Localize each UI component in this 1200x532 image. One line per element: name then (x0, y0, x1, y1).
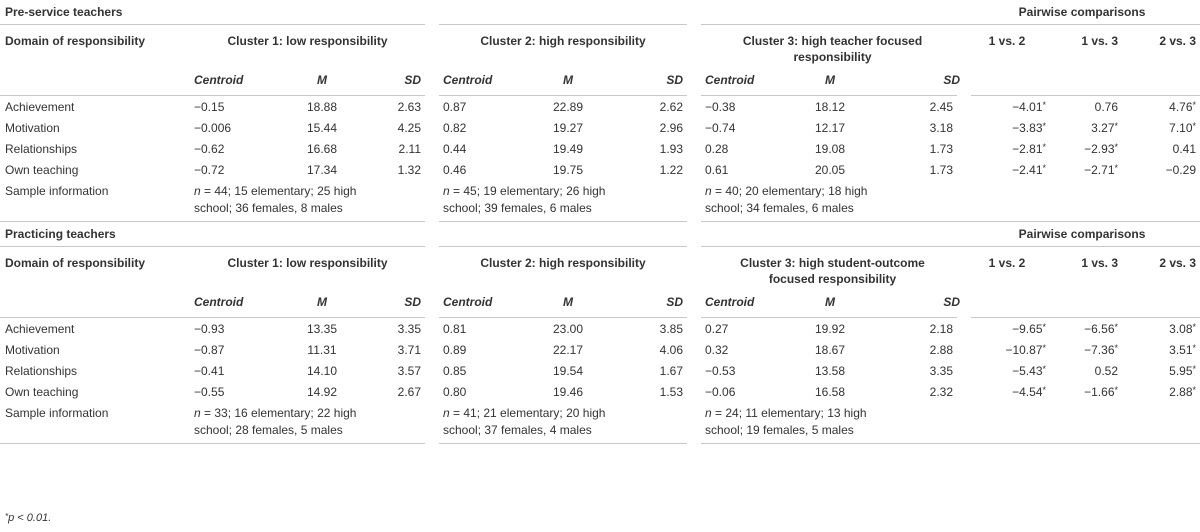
pairwise-value: 3.51 (1169, 342, 1193, 357)
pairwise-value: −2.41 (1012, 162, 1043, 177)
sample-info-row (0, 180, 1200, 222)
table-row (0, 159, 1200, 180)
pairwise-cell (1050, 138, 1122, 159)
row-label: Achievement (0, 318, 190, 340)
sample-info-cell (190, 402, 432, 444)
pairwise-value: −3.83 (1012, 120, 1043, 135)
subheader-sd: SD (608, 65, 694, 96)
table-cell: 0.80 (432, 381, 528, 402)
table-cell: 3.71 (397, 342, 421, 357)
table-cell: 0.61 (694, 159, 790, 180)
pairwise-cell (964, 381, 1050, 402)
table-cell: 1.93 (659, 141, 683, 156)
table-cell: 19.75 (552, 162, 584, 177)
table-cell: −0.62 (194, 141, 225, 156)
pairwise-cell (964, 138, 1050, 159)
table-cell: 4.06 (659, 342, 683, 357)
table-cell: 0.85 (432, 360, 528, 381)
significance-mark: * (1192, 384, 1197, 395)
table-cell: 17.34 (306, 162, 338, 177)
pairwise-value: −2.71 (1084, 162, 1115, 177)
pairwise-value: −9.65 (1012, 321, 1043, 336)
domain-header: Domain of responsibility (0, 25, 190, 66)
significance-mark: * (1042, 162, 1047, 173)
blank-cell (964, 180, 1200, 222)
pairwise-value: −1.66 (1084, 384, 1115, 399)
table-cell: 0.28 (694, 138, 790, 159)
pairwise-value: 2.88 (1169, 384, 1193, 399)
pairwise-value: −4.54 (1012, 384, 1043, 399)
significance-mark: * (1042, 99, 1047, 110)
pairwise-cell (1050, 318, 1122, 340)
table-cell: 19.54 (552, 363, 584, 378)
table-cell: 1.32 (397, 162, 421, 177)
table-cell: −0.74 (694, 117, 790, 138)
table-cell: −0.93 (190, 318, 282, 340)
pairwise-value: −0.29 (1165, 162, 1197, 177)
row-label: Relationships (5, 141, 78, 156)
sample-label: Sample information (5, 406, 109, 420)
pairwise-cell (964, 96, 1050, 118)
subheader-centroid: Centroid (190, 65, 282, 96)
subheader-m: M (282, 65, 362, 96)
subheader-sd: SD (608, 287, 694, 318)
sample-label: Sample information (5, 184, 109, 198)
pairwise-header-1: 1 vs. 2 (964, 247, 1050, 288)
table-row (0, 381, 1200, 402)
sample-text: = 44; 15 elementary; 25 high school; 36 females, 8 males (194, 184, 357, 215)
table-cell: 2.67 (397, 384, 421, 399)
bottom-rule-row (0, 444, 1200, 446)
sample-info-cell (432, 180, 694, 222)
sample-n: n (705, 184, 712, 198)
footnote-star: * (5, 512, 9, 521)
significance-mark: * (1042, 141, 1047, 152)
table-cell: −0.15 (190, 96, 282, 118)
pairwise-value: −10.87 (1005, 342, 1043, 357)
pairwise-header-3: 2 vs. 3 (1122, 247, 1200, 288)
sample-n: n (194, 184, 201, 198)
pairwise-value: 0.41 (1172, 141, 1197, 156)
row-label: Achievement (0, 96, 190, 118)
blank-cell (0, 287, 190, 318)
pairwise-cell (964, 117, 1050, 138)
significance-mark: * (1042, 363, 1047, 374)
table-cell: 3.35 (362, 318, 432, 340)
table-cell: 2.88 (929, 342, 954, 357)
pairwise-cell (1050, 117, 1122, 138)
cluster-3-header: Cluster 3: high student-outcome focused responsibility (694, 247, 964, 288)
table-row (0, 117, 1200, 138)
pairwise-cell (1050, 96, 1122, 118)
sample-n: n (443, 184, 450, 198)
table-cell: 0.81 (432, 318, 528, 340)
row-label: Own teaching (5, 162, 79, 177)
sample-info-cell (432, 402, 694, 444)
subheader-sd: SD (362, 65, 432, 96)
significance-mark: * (1192, 321, 1197, 332)
significance-mark: * (1114, 321, 1119, 332)
pairwise-value: −5.43 (1012, 363, 1043, 378)
pairwise-cell (1122, 360, 1200, 381)
table-cell: 22.17 (552, 342, 584, 357)
pairwise-header-1: 1 vs. 2 (964, 25, 1050, 66)
pairwise-value: 7.10 (1169, 120, 1193, 135)
cluster-header-row (0, 247, 1200, 288)
table-cell: 19.46 (552, 384, 584, 399)
cluster-header-row (0, 25, 1200, 66)
sample-n: n (443, 406, 450, 420)
subheader-sd: SD (870, 287, 964, 318)
pairwise-cell (964, 318, 1050, 340)
table-cell: 3.35 (929, 363, 954, 378)
significance-mark: * (1042, 342, 1047, 353)
subheader-m: M (790, 287, 870, 318)
pairwise-title: Pairwise comparisons (964, 222, 1200, 247)
pairwise-cell (1122, 138, 1200, 159)
blank-cell (964, 402, 1200, 444)
table-cell: 3.57 (397, 363, 421, 378)
blank-cell (964, 65, 1200, 96)
pairwise-value: 0.52 (1094, 363, 1119, 378)
significance-mark: * (1042, 120, 1047, 131)
table-cell: 1.73 (929, 162, 954, 177)
significance-mark: * (1114, 162, 1119, 173)
cluster-1-header: Cluster 1: low responsibility (190, 247, 432, 288)
table-cell: 0.44 (432, 138, 528, 159)
sample-n: n (194, 406, 201, 420)
bottom-rule (0, 444, 1200, 446)
row-label: Motivation (5, 342, 60, 357)
table-cell: 2.63 (362, 96, 432, 118)
pairwise-header-3: 2 vs. 3 (1122, 25, 1200, 66)
pairwise-cell (1122, 339, 1200, 360)
significance-mark: * (1192, 99, 1197, 110)
table-cell: 1.67 (659, 363, 683, 378)
subheader-centroid: Centroid (190, 287, 282, 318)
table-row (0, 96, 1200, 118)
subheader-m: M (528, 65, 608, 96)
table-cell: 1.22 (659, 162, 683, 177)
table-cell: −0.87 (194, 342, 225, 357)
footnote-text: p < 0.01. (8, 512, 52, 524)
table-cell: 4.25 (397, 120, 421, 135)
sample-info-cell (190, 180, 432, 222)
table-cell: 2.32 (929, 384, 954, 399)
pairwise-cell (964, 360, 1050, 381)
table-cell: −0.41 (194, 363, 225, 378)
table-cell: 14.92 (306, 384, 338, 399)
section-title: Practicing teachers (0, 222, 964, 247)
table-cell: 12.17 (814, 120, 846, 135)
subheader-sd: SD (870, 65, 964, 96)
subheader-centroid: Centroid (432, 287, 528, 318)
table-cell: −0.53 (694, 360, 790, 381)
table-cell: 0.82 (432, 117, 528, 138)
significance-mark: * (1114, 342, 1119, 353)
table-cell: 1.73 (929, 141, 954, 156)
sample-text: = 41; 21 elementary; 20 high school; 37 females, 4 males (443, 406, 606, 437)
table-cell: 13.58 (814, 363, 846, 378)
pairwise-header-2: 1 vs. 3 (1050, 247, 1122, 288)
table-row (0, 138, 1200, 159)
table-cell: 19.08 (814, 141, 846, 156)
pairwise-cell (1122, 117, 1200, 138)
table-cell: 3.18 (929, 120, 954, 135)
pairwise-cell (1050, 360, 1122, 381)
subheader-m: M (282, 287, 362, 318)
pairwise-value: 5.95 (1169, 363, 1193, 378)
sample-info-row (0, 402, 1200, 444)
table-cell: 3.85 (608, 318, 694, 340)
subheader-sd: SD (362, 287, 432, 318)
pairwise-value: −4.01 (1012, 99, 1043, 114)
table-cell: 2.96 (659, 120, 683, 135)
table-row (0, 360, 1200, 381)
pairwise-value: −7.36 (1084, 342, 1115, 357)
table-cell: 2.11 (398, 141, 421, 156)
table-cell: −0.72 (194, 162, 225, 177)
subheader-m: M (528, 287, 608, 318)
table-cell: 18.88 (282, 96, 362, 118)
pairwise-cell (1122, 318, 1200, 340)
significance-mark: * (1114, 141, 1119, 152)
cluster-2-header: Cluster 2: high responsibility (432, 247, 694, 288)
blank-cell (964, 287, 1200, 318)
pairwise-title: Pairwise comparisons (1018, 5, 1146, 19)
table-cell: 11.31 (307, 342, 337, 357)
subheader-centroid: Centroid (432, 65, 528, 96)
significance-mark: * (1042, 384, 1047, 395)
sample-n: n (705, 406, 712, 420)
table-cell: 20.05 (814, 162, 846, 177)
table-cell: 16.68 (306, 141, 338, 156)
sample-text: = 24; 11 elementary; 13 high school; 19 females, 5 males (705, 406, 867, 437)
significance-mark: * (1042, 321, 1047, 332)
subheader-row (0, 65, 1200, 96)
table-cell: 19.27 (552, 120, 584, 135)
pairwise-cell (1122, 96, 1200, 118)
table-cell: 1.53 (659, 384, 683, 399)
pairwise-value: 3.27 (1091, 120, 1115, 135)
significance-mark: * (1114, 384, 1119, 395)
table-cell: 16.58 (814, 384, 846, 399)
table-cell: 0.27 (694, 318, 790, 340)
table-cell: 19.92 (790, 318, 870, 340)
row-label: Own teaching (5, 384, 79, 399)
blank-cell (0, 65, 190, 96)
table-cell: 0.87 (432, 96, 528, 118)
table-row (0, 339, 1200, 360)
pairwise-cell (1122, 381, 1200, 402)
table-cell: 22.89 (528, 96, 608, 118)
pairwise-cell (1050, 159, 1122, 180)
table-cell: 0.32 (694, 339, 790, 360)
pairwise-value: −2.93 (1084, 141, 1115, 156)
sample-text: = 40; 20 elementary; 18 high school; 34 females, 6 males (705, 184, 868, 215)
table-cell: 0.46 (432, 159, 528, 180)
subheader-m: M (790, 65, 870, 96)
table-cell: −0.55 (194, 384, 225, 399)
pairwise-cell (964, 159, 1050, 180)
pairwise-value: 4.76 (1169, 99, 1193, 114)
table-cell: 0.89 (432, 339, 528, 360)
pairwise-cell (1050, 381, 1122, 402)
significance-mark: * (1192, 120, 1197, 131)
pairwise-cell (1050, 339, 1122, 360)
significance-mark: * (1192, 342, 1197, 353)
table-cell: 2.45 (870, 96, 964, 118)
row-label: Motivation (5, 120, 60, 135)
pairwise-value: 0.76 (1094, 99, 1119, 114)
subheader-centroid: Centroid (694, 65, 790, 96)
subheader-row (0, 287, 1200, 318)
cluster-3-header: Cluster 3: high teacher focused responsibility (694, 25, 964, 66)
table-cell: −0.38 (694, 96, 790, 118)
significance-mark: * (1114, 120, 1119, 131)
cluster-2-header: Cluster 2: high responsibility (432, 25, 694, 66)
table-cell: 2.18 (870, 318, 964, 340)
table-cell: 19.49 (552, 141, 584, 156)
table-row (0, 318, 1200, 340)
row-label: Relationships (5, 363, 78, 378)
pairwise-header-2: 1 vs. 3 (1050, 25, 1122, 66)
section-title: Pre-service teachers (5, 5, 123, 19)
table-cell: 2.62 (608, 96, 694, 118)
section-title-row (0, 222, 1200, 247)
sample-text: = 45; 19 elementary; 26 high school; 39 females, 6 males (443, 184, 606, 215)
significance-mark: * (1192, 363, 1197, 374)
table-cell: 23.00 (528, 318, 608, 340)
subheader-centroid: Centroid (694, 287, 790, 318)
pairwise-cell (1122, 159, 1200, 180)
sample-info-cell (694, 180, 964, 222)
sample-text: = 33; 16 elementary; 22 high school; 28 females, 5 males (194, 406, 357, 437)
pairwise-cell (964, 339, 1050, 360)
pairwise-value: 3.08 (1169, 321, 1193, 336)
domain-header: Domain of responsibility (0, 247, 190, 288)
table-cell: 15.44 (306, 120, 338, 135)
table-cell: 14.10 (306, 363, 338, 378)
table-cell: 13.35 (282, 318, 362, 340)
cluster-1-header: Cluster 1: low responsibility (190, 25, 432, 66)
pairwise-value: −2.81 (1012, 141, 1043, 156)
section-title-row (0, 0, 1200, 25)
table-cell: 18.12 (790, 96, 870, 118)
table-cell: −0.006 (194, 120, 232, 135)
footnote (5, 512, 51, 524)
table-cell: 18.67 (814, 342, 846, 357)
table-cell: −0.06 (694, 381, 790, 402)
sample-info-cell (694, 402, 964, 444)
pairwise-value: −6.56 (1084, 321, 1115, 336)
